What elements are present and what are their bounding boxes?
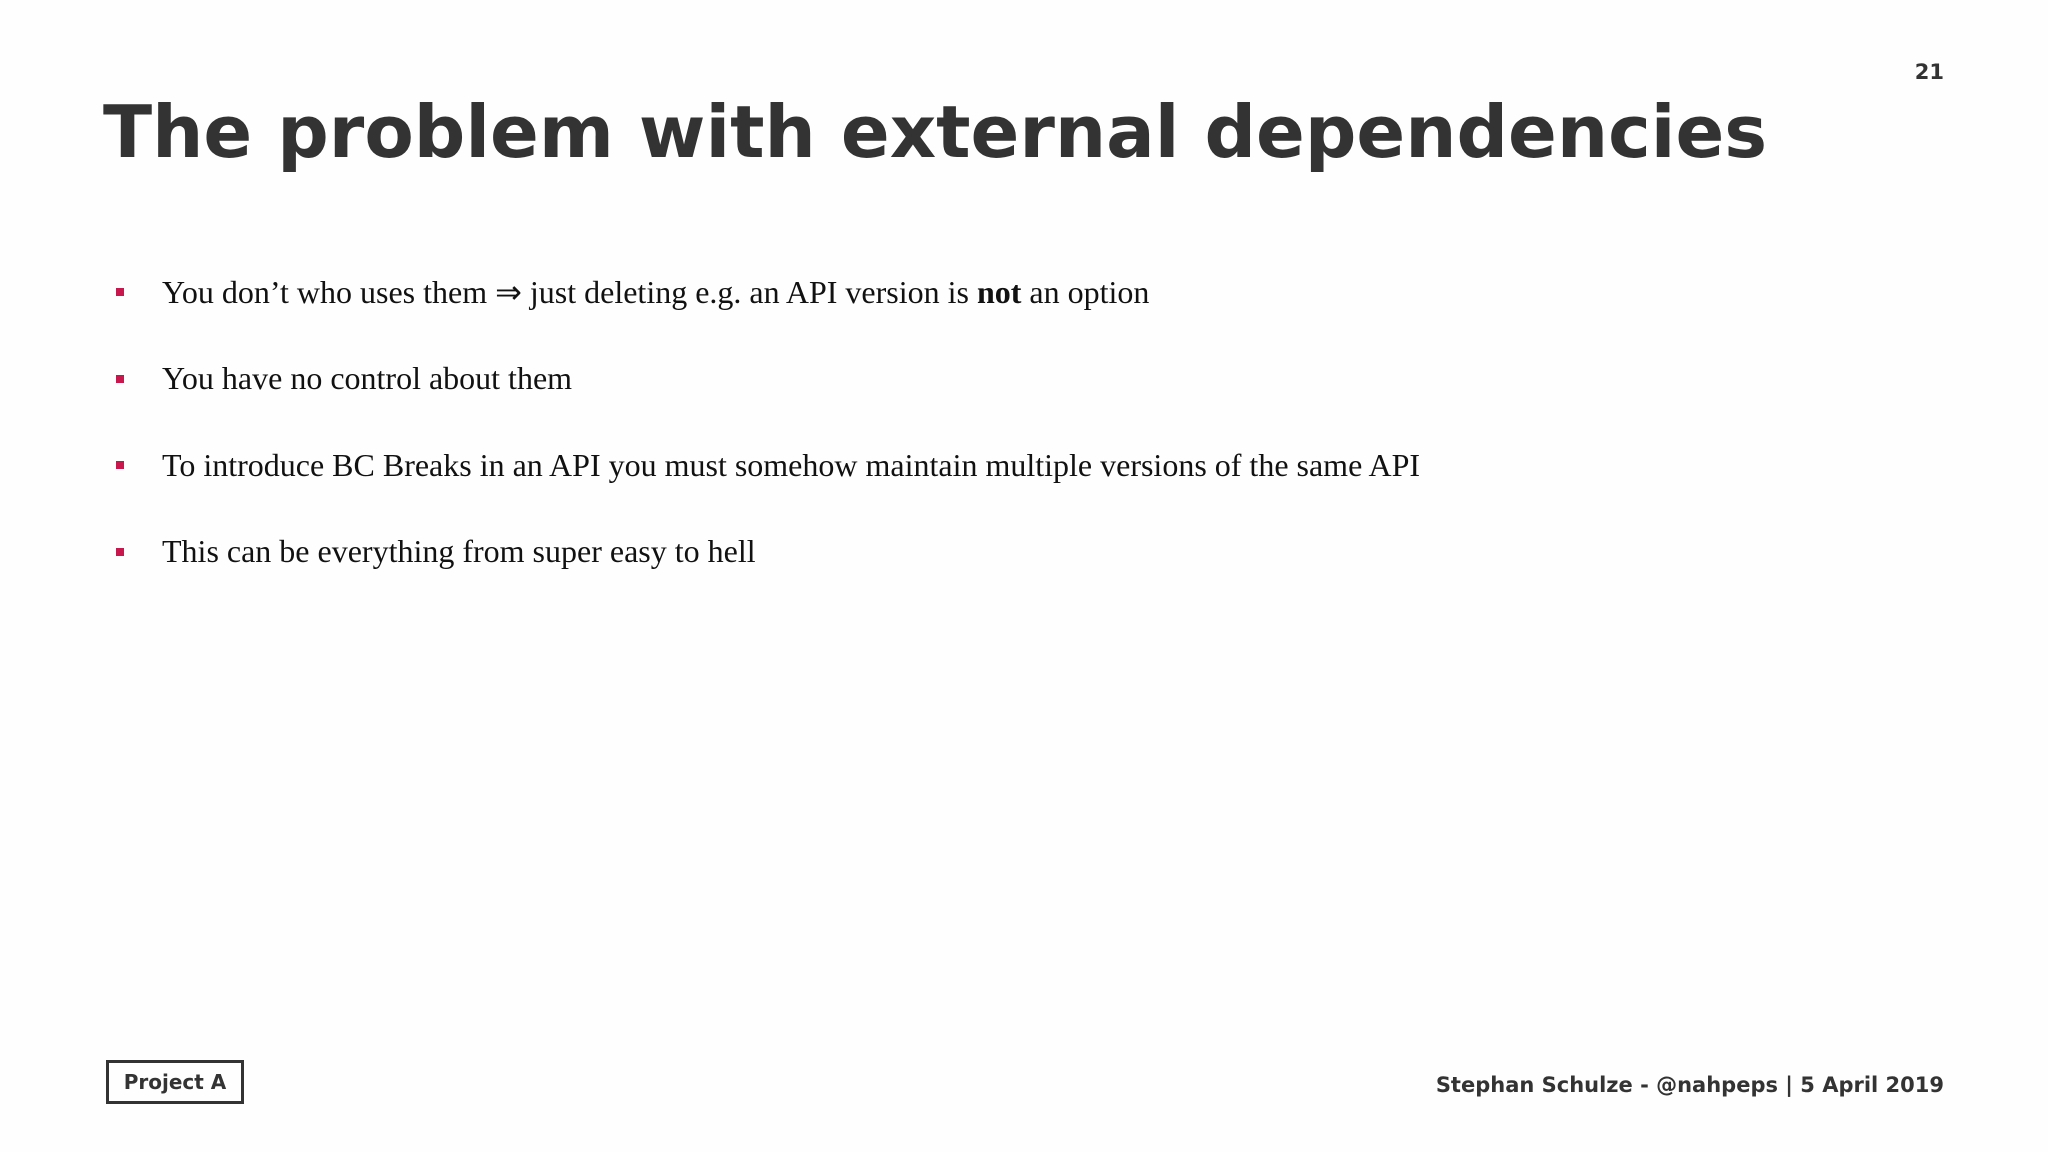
project-a-logo: Project A <box>106 1060 244 1104</box>
bullet-text-end: an option <box>1021 274 1150 310</box>
bullet-text <box>162 273 1149 311</box>
bullet-item <box>110 532 1420 572</box>
footer-author-date: Stephan Schulze - @nahpeps | 5 April 2019 <box>1435 1073 1944 1097</box>
bullet-marker-icon <box>116 375 124 383</box>
bullet-text-start: You don’t who uses them ⇒ just deleting e.g. an API version is <box>162 274 977 310</box>
slide-number: 21 <box>1914 60 1944 84</box>
bullet-item <box>110 445 1420 485</box>
bullet-text: To introduce BC Breaks in an API you must somehow maintain multiple versions of the same API <box>162 446 1421 483</box>
bullet-text: This can be everything from super easy to hell <box>162 533 756 569</box>
bullet-item <box>110 272 1420 312</box>
bullet-marker-icon <box>116 548 124 556</box>
bullet-text-emphasis: not <box>976 274 1022 310</box>
bullet-item <box>110 359 1420 399</box>
bullet-marker-icon <box>116 288 124 296</box>
slide-title: The problem with external dependencies <box>103 90 1768 174</box>
bullet-list <box>110 272 1420 618</box>
bullet-marker-icon <box>116 461 124 469</box>
bullet-text: You have no control about them <box>162 360 573 396</box>
